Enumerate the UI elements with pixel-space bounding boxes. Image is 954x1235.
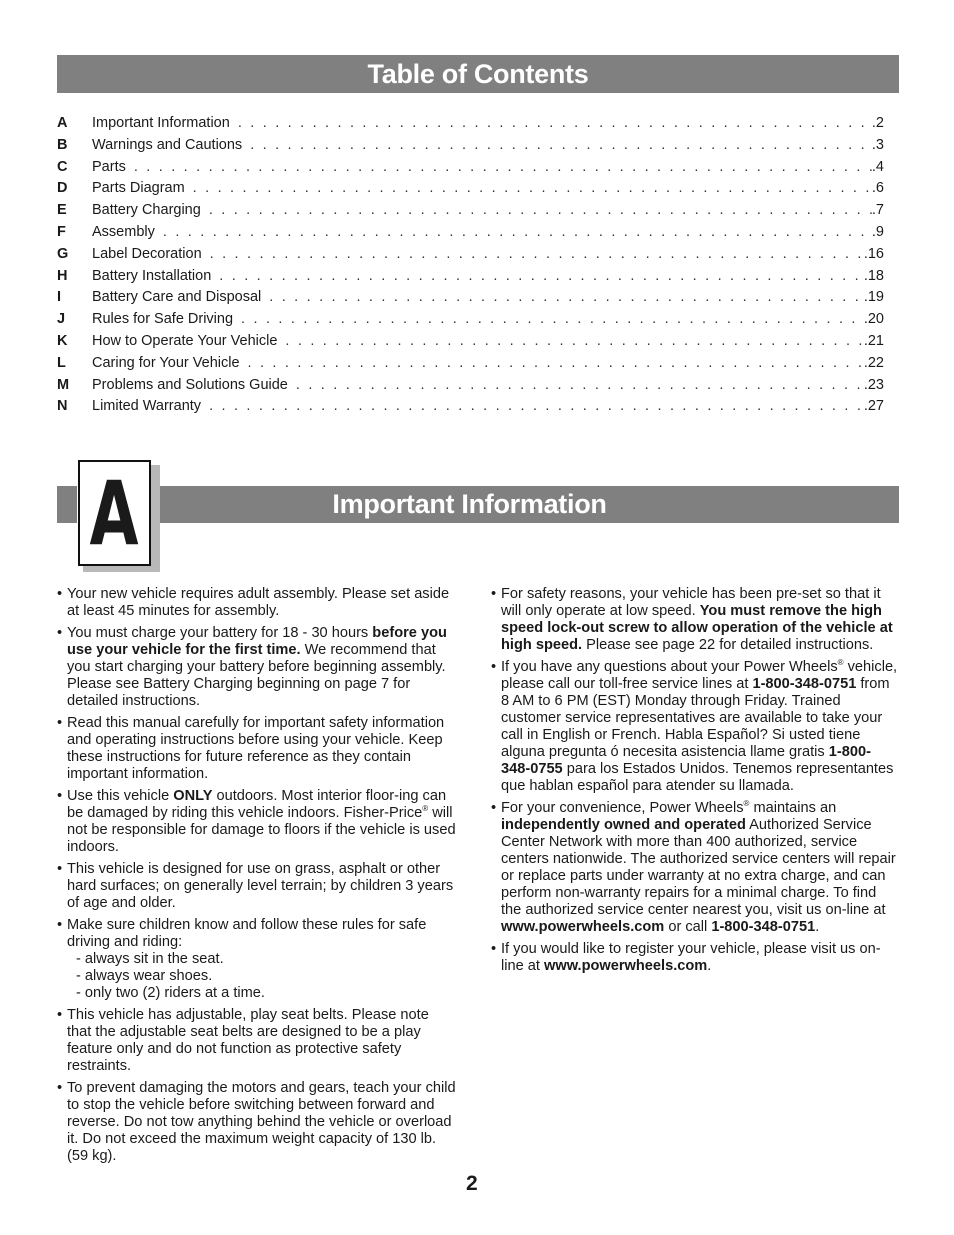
phone-number: 1-800-348-0751 (711, 919, 816, 935)
toc-entry[interactable] (57, 289, 884, 311)
toc-page: .4 (871, 158, 884, 175)
toc-letter: D (57, 180, 68, 197)
registered-mark: ® (837, 658, 844, 668)
toc-letter: B (57, 136, 68, 153)
bullet-text: Read this manual carefully for important safety information and operating instructions before using your vehicle. Keep these instructions for future reference as they contain important information. (67, 715, 445, 782)
bullet-text: This vehicle has adjustable, play seat belts. Please note that the adjustable seat belts are designed to be a play feature only and do not function as protective safety restraints. (67, 1007, 429, 1074)
toc-title: Warnings and Cautions (92, 136, 243, 153)
section-heading: Important Information (160, 486, 899, 523)
info-bullet (491, 941, 899, 975)
toc-leader (250, 137, 872, 153)
toc-entry[interactable] (57, 224, 884, 246)
bullet-emphasis: ONLY (173, 788, 213, 804)
toc-entry[interactable] (57, 333, 884, 355)
section-banner-edge (57, 486, 77, 523)
toc-page: .23 (863, 376, 884, 393)
toc-entry[interactable] (57, 377, 884, 399)
bullet-text: Use this vehicle (67, 788, 174, 804)
rule-item: - only two (2) riders at a time. (76, 985, 265, 1001)
toc-page: .16 (863, 245, 884, 262)
toc-leader (210, 246, 864, 262)
toc-leader (296, 377, 864, 393)
info-bullet (57, 715, 457, 783)
toc-leader (269, 289, 864, 305)
toc-page: .27 (863, 398, 884, 415)
toc-entry[interactable] (57, 311, 884, 333)
bullet-text: For safety reasons, your vehicle has been pre-set so that it will only operate at low speed. (501, 586, 881, 619)
toc-entry[interactable] (57, 398, 884, 420)
toc-page: .20 (863, 311, 884, 328)
toc-title: How to Operate Your Vehicle (92, 332, 278, 349)
bullet-text: We recommend that you start charging your battery before beginning assembly. Please see Battery Charging beginning on page 7 for detailed instructions. (67, 642, 446, 709)
table-of-contents (57, 115, 884, 420)
toc-page: .7 (871, 202, 884, 219)
info-bullet (57, 861, 457, 912)
toc-leader (193, 180, 872, 196)
bullet-text: This vehicle is designed for use on grass, asphalt or other hard surfaces; on generally level terrain; by children 3 years of age and older. (67, 861, 454, 911)
bullet-text: If you have any questions about your Power Wheels (501, 659, 838, 675)
info-bullet (57, 1007, 457, 1075)
toc-leader (238, 115, 872, 131)
phone-number: 1-800-348-0755 (501, 744, 871, 777)
toc-leader (209, 202, 872, 218)
bullet-emphasis: You must remove the high speed lock-out screw to allow operation of the vehicle at high speed. (501, 603, 893, 653)
toc-title: Problems and Solutions Guide (92, 376, 288, 393)
toc-title: Battery Charging (92, 202, 201, 219)
section-letter: A (89, 462, 140, 565)
toc-title: Caring for Your Vehicle (92, 354, 240, 371)
bullet-text: Please see page 22 for detailed instructions. (582, 637, 874, 653)
rule-item: - always wear shoes. (76, 968, 213, 984)
toc-leader (134, 159, 872, 175)
registered-mark: ® (422, 804, 429, 814)
toc-title: Parts Diagram (92, 180, 185, 197)
bullet-text: You must charge your battery for 18 - 30 hours (67, 625, 373, 641)
bullet-text: from 8 AM to 6 PM (EST) Monday through Friday. Trained customer service representatives are available to take your call in English or French. Habla Español? Si usted tiene alguna pregunta ó necesita asistencia llame gratis (501, 676, 890, 760)
bullet-text: . (707, 958, 712, 974)
bullet-text: If you would like to register your vehicle, please visit us on-line at (501, 941, 881, 974)
toc-title: Battery Installation (92, 267, 212, 284)
toc-title: Battery Care and Disposal (92, 289, 262, 306)
toc-entry[interactable] (57, 202, 884, 224)
toc-letter: J (57, 311, 66, 328)
toc-letter: I (57, 289, 62, 306)
info-bullet (491, 586, 899, 654)
toc-entry[interactable] (57, 159, 884, 181)
bullet-text: vehicle, please call our toll-free service lines at (501, 659, 898, 692)
bullet-emphasis: before you use your vehicle for the first time. (67, 625, 447, 658)
left-column (57, 586, 457, 1170)
toc-letter: K (57, 332, 68, 349)
toc-page: .3 (871, 136, 884, 153)
toc-letter: F (57, 223, 66, 240)
toc-page: .19 (863, 289, 884, 306)
toc-letter: H (57, 267, 68, 284)
website-link[interactable]: www.powerwheels.com (544, 958, 708, 974)
info-bullet (57, 917, 457, 1002)
toc-heading: Table of Contents (57, 55, 899, 93)
toc-title: Assembly (92, 223, 155, 240)
phone-number: 1-800-348-0751 (752, 676, 857, 692)
toc-letter: L (57, 354, 66, 371)
toc-title: Label Decoration (92, 245, 202, 262)
page-number: 2 (466, 1172, 478, 1195)
bullet-text: To prevent damaging the motors and gears, teach your child to stop the vehicle before switching between forward and reverse. Do not tow anything behind the vehicle or overload it. Do not exceed the maximum weight capacity of 130 lb. (59 kg). (67, 1080, 456, 1164)
bullet-emphasis: independently owned and operated (501, 817, 746, 833)
toc-leader (285, 333, 863, 349)
bullet-text: Make sure children know and follow these rules for safe driving and riding: (67, 917, 427, 950)
bullet-text: outdoors. Most interior floor-ing can be damaged by riding this vehicle indoors. Fisher-Price (67, 788, 447, 821)
toc-title: Important Information (92, 115, 230, 131)
toc-page: .21 (863, 332, 884, 349)
toc-title: Rules for Safe Driving (92, 311, 234, 328)
info-bullet (57, 586, 457, 620)
toc-letter: C (57, 158, 68, 175)
rule-item: - always sit in the seat. (76, 951, 224, 967)
toc-letter: E (57, 202, 67, 219)
bullet-text: will not be responsible for damage to floors if the vehicle is used indoors. (67, 805, 456, 855)
info-bullet (491, 800, 899, 936)
bullet-text: For your convenience, Power Wheels (501, 800, 744, 816)
toc-letter: N (57, 398, 68, 415)
toc-entry[interactable] (57, 180, 884, 202)
toc-title: Limited Warranty (92, 398, 202, 415)
website-link[interactable]: www.powerwheels.com (501, 919, 665, 935)
toc-entry[interactable] (57, 268, 884, 290)
bullet-text: para los Estados Unidos. Tenemos representantes que hablan español para atender su llamada. (501, 761, 894, 794)
toc-page: .2 (871, 115, 884, 131)
bullet-text: or call (664, 919, 712, 935)
toc-letter: M (57, 376, 70, 393)
registered-mark: ® (743, 799, 750, 809)
toc-page: .22 (863, 354, 884, 371)
toc-entry[interactable] (57, 115, 884, 137)
right-column (491, 586, 899, 980)
info-bullet (57, 625, 457, 710)
section-letter-box (78, 460, 151, 566)
toc-page: .6 (871, 180, 884, 197)
toc-leader (248, 355, 864, 371)
bullet-text: Authorized Service Center Network with more than 400 authorized, service centers nationwide. The authorized service centers will repair or replace parts under warranty at no extra charge, and can perform non-warranty repairs for a minimal charge. To find the authorized service center nearest you, visit us on-line at (501, 817, 896, 918)
toc-entry[interactable] (57, 355, 884, 377)
toc-title: Parts (92, 158, 126, 175)
bullet-text: Your new vehicle requires adult assembly. Please set aside at least 45 minutes for assembly. (67, 586, 450, 619)
bullet-text: maintains an (749, 800, 837, 816)
toc-page: .9 (871, 223, 884, 240)
info-bullet (57, 1080, 457, 1165)
bullet-text: . (815, 919, 820, 935)
toc-entry[interactable] (57, 246, 884, 268)
toc-letter: A (57, 115, 68, 131)
toc-leader (163, 224, 872, 240)
toc-leader (209, 398, 864, 414)
toc-leader (241, 311, 864, 327)
info-bullet (491, 659, 899, 795)
toc-letter: G (57, 245, 69, 262)
toc-page: .18 (863, 267, 884, 284)
info-bullet (57, 788, 457, 856)
toc-entry[interactable] (57, 137, 884, 159)
toc-leader (219, 268, 864, 284)
